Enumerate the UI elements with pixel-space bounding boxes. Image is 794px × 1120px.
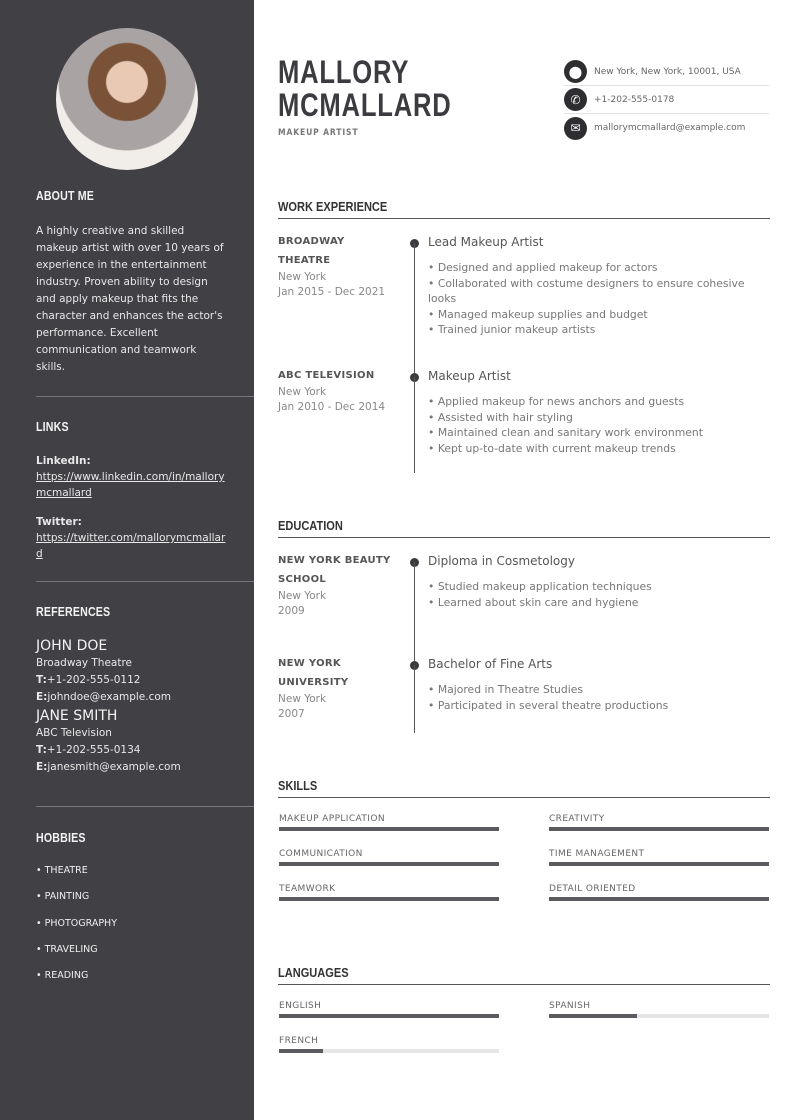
- skills-name: TEAMWORK: [279, 884, 336, 894]
- location: New York: [278, 590, 327, 602]
- email-label: E:: [36, 761, 48, 773]
- references-heading: REFERENCES: [36, 605, 111, 619]
- bullet-item: • Assisted with hair styling: [428, 410, 703, 426]
- reference-name: JANE SMITH: [36, 708, 118, 724]
- organization: ABC TELEVISION: [278, 370, 375, 381]
- linkedin-link[interactable]: https://www.linkedin.com/in/mallorymcmallard: [36, 471, 225, 499]
- skills-item: [549, 849, 769, 866]
- level-fill: [279, 827, 499, 831]
- job-title: MAKEUP ARTIST: [278, 128, 359, 138]
- languages-heading: LANGUAGES: [278, 965, 770, 985]
- bullet-item: • Collaborated with costume designers to ensure cohesive looks: [428, 276, 770, 307]
- timeline-line: [414, 562, 415, 665]
- level-bar: [279, 897, 499, 901]
- profile-photo: [56, 28, 198, 170]
- skills-item: [549, 884, 769, 901]
- level-bar: [279, 1049, 499, 1053]
- bullet-item: • Majored in Theatre Studies: [428, 682, 668, 698]
- contact-phone: ✆ +1-202-555-0178: [564, 86, 769, 114]
- reference-name: JOHN DOE: [36, 638, 108, 654]
- level-bar: [279, 827, 499, 831]
- skills-name: CREATIVITY: [549, 814, 605, 824]
- dates: 2007: [278, 708, 305, 720]
- twitter-label: Twitter:: [36, 516, 82, 528]
- divider: [36, 806, 254, 807]
- skills-name: TIME MANAGEMENT: [549, 849, 645, 859]
- phone-label: T:: [36, 674, 47, 686]
- about-text: A highly creative and skilled makeup artist with over 10 years of experience in the entertainment industry. Proven ability to design and apply makeup that fits the character and enhances the actor's performance. Excellent communication and teamwork skills.: [36, 225, 224, 373]
- timeline-line: [414, 377, 415, 473]
- level-bar: [549, 1014, 769, 1018]
- hobby-item: • THEATRE: [36, 865, 88, 876]
- level-fill: [279, 1049, 323, 1053]
- organization: NEW YORK UNIVERSITY: [278, 658, 349, 688]
- skills-name: COMMUNICATION: [279, 849, 363, 859]
- bullet-item: • Maintained clean and sanitary work environment: [428, 425, 703, 441]
- work-heading: WORK EXPERIENCE: [278, 199, 770, 219]
- level-fill: [279, 897, 499, 901]
- level-fill: [549, 862, 769, 866]
- divider: [36, 396, 254, 397]
- about-heading: ABOUT ME: [36, 189, 95, 203]
- dates: Jan 2010 - Dec 2014: [278, 401, 386, 413]
- email-label: E:: [36, 691, 48, 703]
- level-fill: [279, 862, 499, 866]
- phone-label: T:: [36, 744, 47, 756]
- organization: BROADWAY THEATRE: [278, 236, 345, 266]
- location: New York: [278, 386, 327, 398]
- sidebar: [0, 0, 254, 1120]
- level-bar: [549, 862, 769, 866]
- languages-name: FRENCH: [279, 1036, 319, 1046]
- bullet-item: • Designed and applied makeup for actors: [428, 260, 770, 276]
- divider: [36, 581, 254, 582]
- hobbies-heading: HOBBIES: [36, 831, 86, 845]
- dates: Jan 2015 - Dec 2021: [278, 286, 386, 298]
- contact-email: ✉ mallorymcmallard@example.com: [564, 114, 769, 142]
- level-bar: [279, 1014, 499, 1018]
- level-fill: [549, 827, 769, 831]
- skills-heading: SKILLS: [278, 778, 770, 798]
- level-bar: [549, 827, 769, 831]
- bullet-item: • Trained junior makeup artists: [428, 322, 770, 338]
- reference-phone: +1-202-555-0134: [46, 744, 141, 756]
- bullet-item: • Studied makeup application techniques: [428, 579, 652, 595]
- hobby-item: • PHOTOGRAPHY: [36, 918, 118, 929]
- role: Diploma in Cosmetology: [428, 554, 575, 568]
- hobby-item: • TRAVELING: [36, 944, 98, 955]
- location-pin-icon: ⬤: [564, 60, 587, 83]
- languages-item: [279, 1036, 499, 1053]
- reference-email: johndoe@example.com: [47, 691, 172, 703]
- role: Makeup Artist: [428, 369, 511, 383]
- role: Bachelor of Fine Arts: [428, 657, 553, 671]
- bullet-item: • Learned about skin care and hygiene: [428, 595, 652, 611]
- languages-name: SPANISH: [549, 1001, 591, 1011]
- bullet-item: • Managed makeup supplies and budget: [428, 307, 770, 323]
- skills-item: [549, 814, 769, 831]
- level-bar: [549, 897, 769, 901]
- education-heading: EDUCATION: [278, 518, 770, 538]
- reference-item: [36, 638, 226, 706]
- bullet-item: • Kept up-to-date with current makeup trends: [428, 441, 703, 457]
- reference-org: Broadway Theatre: [36, 657, 133, 669]
- skills-name: DETAIL ORIENTED: [549, 884, 636, 894]
- skills-name: MAKEUP APPLICATION: [279, 814, 385, 824]
- organization: NEW YORK BEAUTY SCHOOL: [278, 555, 391, 585]
- hobby-item: • READING: [36, 970, 89, 981]
- reference-email: janesmith@example.com: [47, 761, 181, 773]
- phone-icon: ✆: [564, 88, 587, 111]
- role: Lead Makeup Artist: [428, 235, 544, 249]
- timeline-line: [414, 243, 415, 377]
- candidate-name: MALLORY MCMALLARD: [278, 54, 452, 123]
- linkedin-label: LinkedIn:: [36, 455, 91, 467]
- skills-item: [279, 884, 499, 901]
- languages-name: ENGLISH: [279, 1001, 322, 1011]
- hobby-item: • PAINTING: [36, 891, 90, 902]
- reference-org: ABC Television: [36, 727, 112, 739]
- contact-address: ⬤ New York, New York, 10001, USA: [564, 58, 769, 86]
- languages-item: [549, 1001, 769, 1018]
- location: New York: [278, 271, 327, 283]
- dates: 2009: [278, 605, 305, 617]
- timeline-line: [414, 665, 415, 733]
- twitter-link[interactable]: https://twitter.com/mallorymcmallard: [36, 532, 226, 560]
- reference-item: [36, 708, 226, 776]
- links-heading: LINKS: [36, 420, 69, 434]
- bullet-item: • Participated in several theatre productions: [428, 698, 668, 714]
- level-bar: [279, 862, 499, 866]
- level-fill: [549, 897, 769, 901]
- languages-item: [279, 1001, 499, 1018]
- level-fill: [279, 1014, 499, 1018]
- envelope-icon: ✉: [564, 117, 587, 140]
- skills-item: [279, 849, 499, 866]
- level-fill: [549, 1014, 637, 1018]
- reference-phone: +1-202-555-0112: [46, 674, 141, 686]
- skills-item: [279, 814, 499, 831]
- location: New York: [278, 693, 327, 705]
- bullet-item: • Applied makeup for news anchors and guests: [428, 394, 703, 410]
